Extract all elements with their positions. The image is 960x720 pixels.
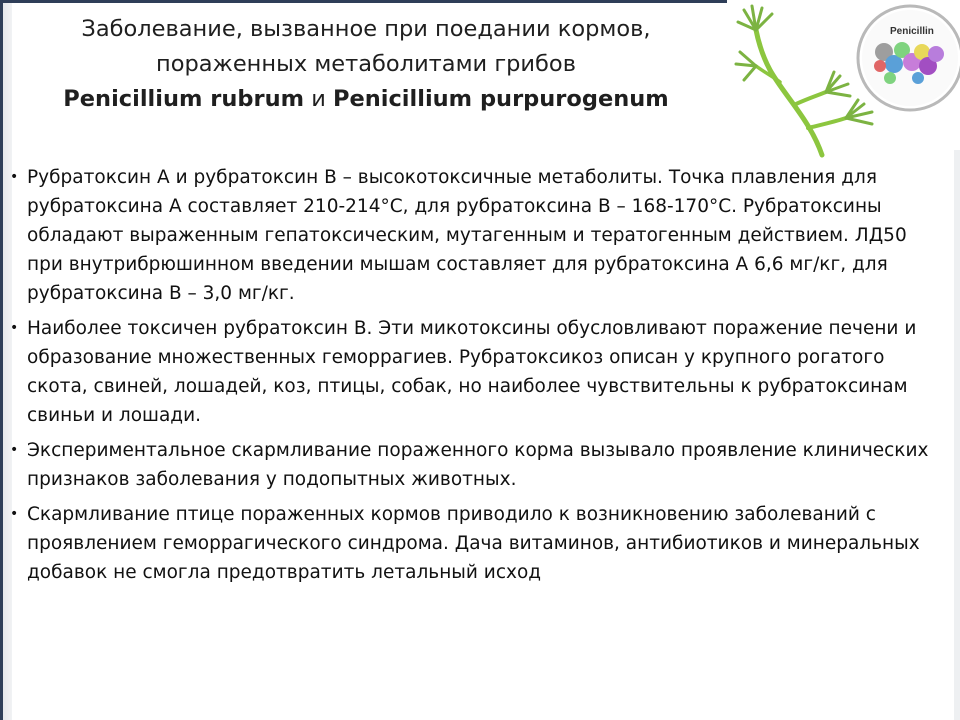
bullet-item — [10, 163, 946, 308]
title-line-2: пораженных метаболитами грибов — [156, 51, 576, 77]
penicillium-fungus-illustration — [722, 0, 960, 160]
bullet-text: Рубратоксин А и рубратоксин В – высокотоксичные метаболиты. Точка плавления для рубратоксина А составляет 210-214°С, для рубратоксина В – 168-170°С. Рубратоксины обладают выраженным гепатоксическим, мутагенным и тератогенным действием. ЛД50 при внутрибрюшинном введении мышам составляет для рубратоксина А 6,6 мг/кг, для рубратоксина В – 3,0 мг/кг. — [27, 167, 907, 304]
bullet-item — [10, 500, 946, 587]
title-conjunction: и — [304, 86, 333, 112]
title-species-2: Penicillium purpurogenum — [332, 86, 669, 112]
bullet-marker: • — [10, 169, 19, 185]
fungus-spores — [736, 6, 872, 124]
title-line-1: Заболевание, вызванное при поедании кормов, — [81, 16, 651, 42]
bullet-marker: • — [10, 442, 19, 458]
bullet-item — [10, 314, 946, 430]
bullet-text: Наиболее токсичен рубратоксин В. Эти микотоксины обусловливают поражение печени и образование множественных геморрагиев. Рубратоксикоз описан у крупного рогатого скота, свиней, лошадей, коз, птицы, собак, но наиболее чувствительны к рубратоксинам свиньи и лошади. — [27, 318, 917, 426]
bullet-marker: • — [10, 506, 19, 522]
bullet-item — [10, 436, 946, 494]
slide-title — [20, 12, 712, 117]
right-edge-shade — [954, 150, 960, 720]
title-species-1: Penicillium rubrum — [63, 86, 305, 112]
penicillin-molecule-badge — [858, 6, 960, 110]
title-line-3 — [20, 82, 712, 117]
bullet-list — [10, 163, 946, 593]
bullet-text: Скармливание птице пораженных кормов приводило к возникновению заболеваний с проявлением геморрагического синдрома. Дача витаминов, антибиотиков и минеральных добавок не смогла предотвратить летальный исход — [27, 504, 920, 583]
top-accent-rule — [0, 0, 727, 3]
bullet-text: Экспериментальное скармливание пораженного корма вызывало проявление клинических признаков заболевания у подопытных животных. — [27, 440, 929, 490]
penicillin-badge-label: Penicillin — [890, 26, 934, 37]
bullet-marker: • — [10, 320, 19, 336]
